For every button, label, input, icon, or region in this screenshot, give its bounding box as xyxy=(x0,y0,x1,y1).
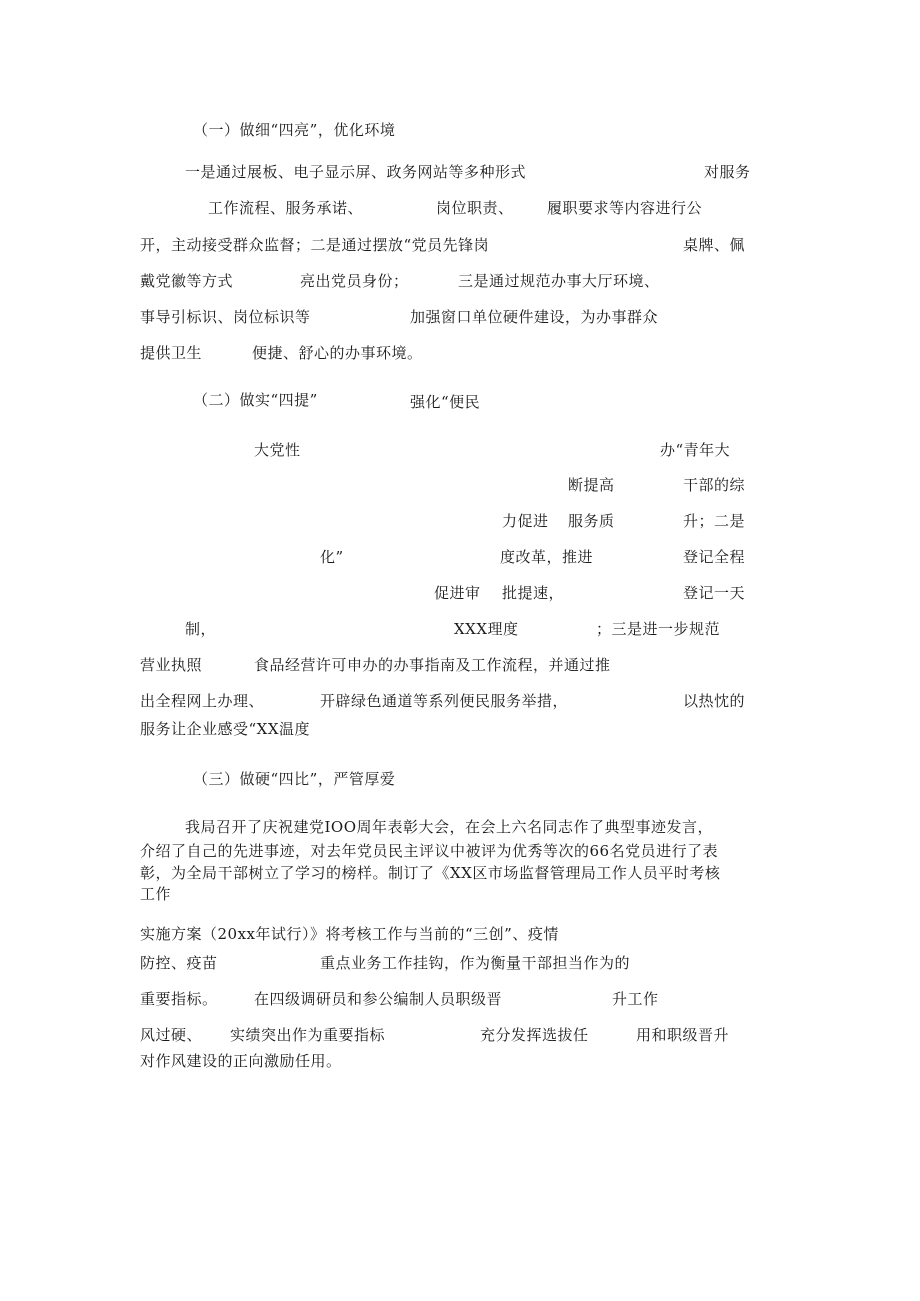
text-line: 在四级调研员和参公编制人员职级晋 xyxy=(254,990,503,1008)
text-line: ；三是进一步规范 xyxy=(596,620,721,638)
text-line: 工作 xyxy=(140,885,172,903)
text-line: 三是通过规范办事大厅环境、 xyxy=(458,272,660,290)
text-line: 我局召开了庆祝建党IOO周年表彰大会，在会上六名同志作了典型事迹发言， xyxy=(185,818,714,836)
text-line: 充分发挥选拔任 xyxy=(480,1026,589,1044)
text-line: 制， xyxy=(185,620,217,638)
text-line: 开辟绿色通道等系列便民服务举措， xyxy=(320,692,569,710)
text-line: 工作流程、服务承诺、 xyxy=(208,199,364,217)
text-line: 戴党徽等方式 xyxy=(140,272,234,290)
text-line: 防控、疫苗 xyxy=(140,954,218,972)
text-line: 彰，为全局干部树立了学习的榜样。制订了《XX区市场监督管理局工作人员平时考核 xyxy=(140,864,721,882)
text-line: 桌牌、佩 xyxy=(683,236,746,254)
section-3-heading: （三）做硬“四比”，严管厚爱 xyxy=(193,770,396,788)
text-line: 食品经营许可申办的办事指南及工作流程，并通过推 xyxy=(254,656,611,674)
text-line: 用和职级晋升 xyxy=(636,1026,730,1044)
text-line: 促进审 xyxy=(434,584,481,602)
text-line: 批提速， xyxy=(502,584,565,602)
text-line: 大党性 xyxy=(254,441,301,459)
text-line: 亮出党员身份； xyxy=(300,272,409,290)
text-line: 一是通过展板、电子显示屏、政务网站等多种形式 xyxy=(185,163,527,181)
text-line: 营业执照 xyxy=(140,656,203,674)
text-line: 升；二是 xyxy=(683,512,746,530)
section-2-heading: （二）做实“四提” xyxy=(193,391,318,409)
text-line: 办“青年大 xyxy=(660,441,731,459)
text-line: 实施方案（20xx年试行）》将考核工作与当前的“三创”、疫情 xyxy=(140,925,559,943)
text-line: 便捷、舒心的办事环境。 xyxy=(252,344,423,362)
text-line: 风过硬、 xyxy=(140,1026,203,1044)
text-line: 重点业务工作挂钩，作为衡量干部担当作为的 xyxy=(320,954,631,972)
text-line: 登记一天 xyxy=(683,584,746,602)
text-line: 登记全程 xyxy=(683,548,746,566)
text-line: 化” xyxy=(320,548,344,566)
text-line: 以热忱的 xyxy=(683,692,746,710)
text-line: 实绩突出作为重要指标 xyxy=(230,1026,386,1044)
text-line: 履职要求等内容进行公 xyxy=(547,199,703,217)
text-line: 出全程网上办理、 xyxy=(140,692,265,710)
text-line: 对服务 xyxy=(704,163,751,181)
text-line: 力促进 xyxy=(502,512,549,530)
text-line: 开，主动接受群众监督；二是通过摆放“党员先锋岗 xyxy=(140,236,490,254)
text-line: 升工作 xyxy=(612,990,659,1008)
text-line: 服务质 xyxy=(568,512,615,530)
text-line: 服务让企业感受“XX温度 xyxy=(140,720,311,738)
text-line: 介绍了自己的先进事迹，对去年党员民主评议中被评为优秀等次的66名党员进行了表 xyxy=(140,842,719,860)
text-line: 干部的综 xyxy=(683,476,746,494)
text-line: 对作风建设的正向激励任用。 xyxy=(140,1052,342,1070)
text-line: 度改革，推进 xyxy=(500,548,594,566)
text-line: 加强窗口单位硬件建设，为办事群众 xyxy=(410,308,659,326)
text-line: 岗位职责、 xyxy=(436,199,514,217)
text-line: XXX理度 xyxy=(454,620,519,638)
text-line: 提供卫生 xyxy=(140,344,203,362)
text-line: 断提高 xyxy=(568,476,615,494)
text-line: 强化“便民 xyxy=(410,393,481,411)
text-line: 重要指标。 xyxy=(140,990,218,1008)
section-1-heading: （一）做细“四亮”，优化环境 xyxy=(193,121,396,139)
text-line: 事导引标识、岗位标识等 xyxy=(140,308,311,326)
